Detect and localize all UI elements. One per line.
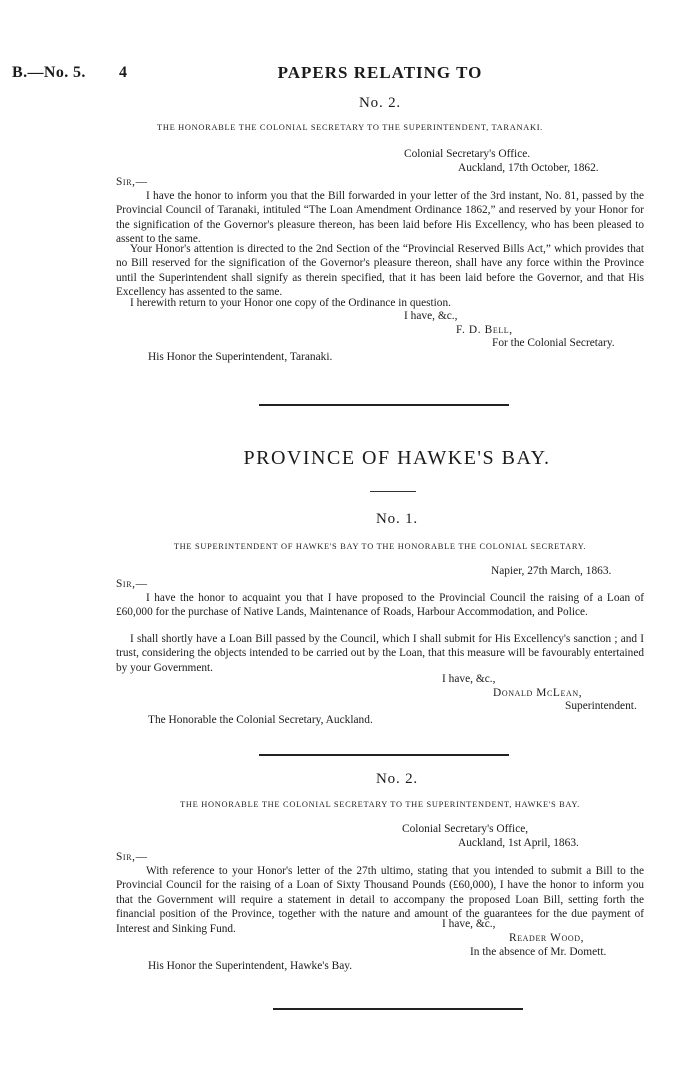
section-divider	[259, 404, 509, 406]
place-date: Napier, 27th March, 1863.	[491, 565, 612, 577]
addressee: The Honorable the Colonial Secretary, Auckland.	[148, 714, 373, 726]
addressee: His Honor the Superintendent, Taranaki.	[148, 351, 333, 363]
letter-paragraph: I have the honor to acquaint you that I have proposed to the Provincial Council the raising of a Loan of £60,000 for the purchase of Native Lands, Maintenance of Roads, Harbour Accommodation, and Police.	[116, 592, 644, 619]
place-date: Auckland, 1st April, 1863.	[458, 837, 579, 849]
letter-paragraph: Your Honor's attention is directed to the 2nd Section of the “Provincial Reserved Bills Act,” which provides that no Bill reserved for the signification of the Governor's pleasure thereon, shall have any force within the Province until the Superintendent shall signify as therein specified, that it has been laid before the Governor, and that His Excellency has assented to the same.	[116, 243, 644, 299]
section-divider	[259, 754, 509, 756]
letter-paragraph: I have the honor to inform you that the Bill forwarded in your letter of the 3rd instant, No. 81, passed by the Provincial Council of Taranaki, intituled “The Loan Amendment Ordinance 1862,” and reserved by your Honor for the signification of the Governor's pleasure thereon, has been laid before His Excellency, who has been pleased to assent to the same.	[116, 190, 644, 246]
signature: Donald McLean,	[493, 687, 583, 699]
letter-number: No. 2.	[376, 771, 418, 787]
section-title: PROVINCE OF HAWKE'S BAY.	[243, 447, 551, 469]
closing: I have, &c.,	[442, 918, 496, 930]
page-number: 4	[119, 64, 127, 81]
signature-title: Superintendent.	[565, 700, 637, 712]
letter-paragraph: With reference to your Honor's letter of the 27th ultimo, stating that you intended to submit a Bill to the Provincial Council for the raising of a Loan of Sixty Thousand Pounds (£60,000), I have the honor to inform you that the Government will require a statement in detail to accompany the proposed Loan Bill, setting forth the financial position of the Province, together with the nature and amount of the guarantees for the due payment of Interest and Sinking Fund.	[116, 865, 644, 935]
letter-number: No. 1.	[376, 511, 418, 527]
section-divider	[273, 1008, 523, 1010]
closing: I have, &c.,	[404, 310, 458, 322]
document-reference: B.—No. 5.	[12, 64, 86, 81]
salutation: Sir,—	[116, 176, 148, 188]
letter-paragraph: I shall shortly have a Loan Bill passed by the Council, which I shall submit for His Excellency's sanction ; and I trust, considering the objects intended to be carried out by the Loan, that this measure will be favourably entertained by your Government.	[116, 633, 644, 674]
signature-title: For the Colonial Secretary.	[492, 337, 615, 349]
signature: F. D. Bell,	[456, 324, 513, 336]
place-date: Auckland, 17th October, 1862.	[458, 162, 599, 174]
short-divider	[370, 491, 416, 492]
letter-heading: THE HONORABLE THE COLONIAL SECRETARY TO THE SUPERINTENDENT, TARANAKI.	[157, 123, 543, 132]
closing: I have, &c.,	[442, 673, 496, 685]
signature: Reader Wood,	[509, 932, 585, 944]
signature-title: In the absence of Mr. Domett.	[470, 946, 607, 958]
page-title: PAPERS RELATING TO	[277, 63, 483, 82]
letter-number: No. 2.	[359, 95, 401, 111]
salutation: Sir,—	[116, 851, 148, 863]
letter-paragraph: I herewith return to your Honor one copy of the Ordinance in question.	[130, 297, 451, 309]
letter-heading: THE HONORABLE THE COLONIAL SECRETARY TO THE SUPERINTENDENT, HAWKE'S BAY.	[180, 800, 580, 809]
letter-heading: THE SUPERINTENDENT OF HAWKE'S BAY TO THE HONORABLE THE COLONIAL SECRETARY.	[173, 542, 587, 551]
sender-office: Colonial Secretary's Office.	[404, 148, 531, 160]
salutation: Sir,—	[116, 578, 148, 590]
sender-office: Colonial Secretary's Office,	[402, 823, 529, 835]
addressee: His Honor the Superintendent, Hawke's Bay.	[148, 960, 353, 972]
